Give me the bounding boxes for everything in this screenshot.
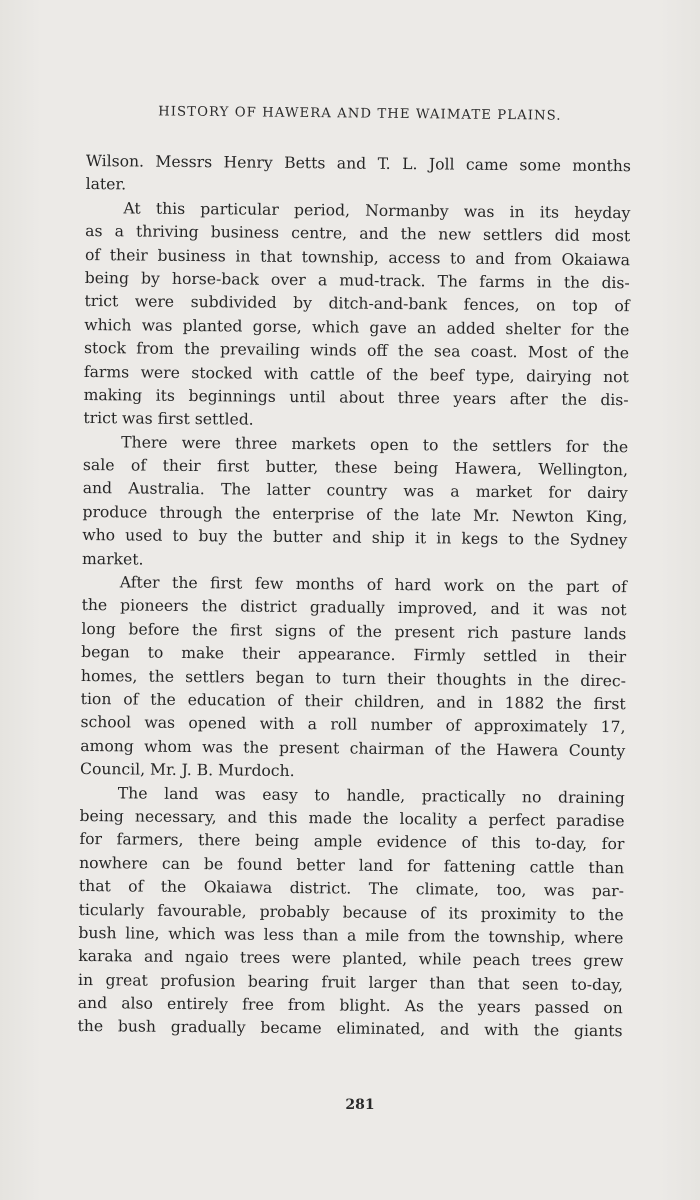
text-line: farms were stocked with cattle of the beef type, dairying not: [83, 362, 629, 386]
paragraph-5: [77, 782, 624, 1045]
text-line: the bush gradually became eliminated, and with the giants: [77, 1017, 623, 1041]
text-line: tion of the education of their children, and in 1882 the first: [80, 689, 626, 714]
text-line: the pioneers the district gradually improved, and it was not: [81, 596, 627, 620]
text-line: being by horse-back over a mud-track. The farms in the dis-: [84, 268, 630, 293]
text-line: being necessary, and this made the locality a perfect paradise: [79, 806, 625, 831]
paragraph-3: [82, 431, 628, 577]
text-line: later.: [85, 175, 127, 194]
body-text: [77, 150, 631, 1044]
paragraph-1: [86, 150, 631, 202]
text-line: market.: [81, 549, 144, 569]
text-line: homes, the settlers began to turn their thoughts in the direc-: [80, 666, 627, 690]
text-line: among whom was the present chairman of the Hawera County: [80, 736, 626, 760]
text-line: for farmers, there being ample evidence of this to-day, for: [79, 830, 625, 854]
text-line: After the first few months of hard work on the part of: [119, 573, 627, 597]
text-line: began to make their appearance. Firmly settled in their: [81, 643, 627, 667]
paragraph-2: [83, 197, 630, 436]
text-line: of their business in that township, access to and from Okaiawa: [84, 245, 631, 269]
text-line: stock from the prevailing winds off the sea coast. Most of the: [84, 339, 630, 363]
text-line: karaka and ngaio trees were planted, while peach trees grew: [78, 947, 624, 971]
text-line: in great profusion bearing fruit larger than that seen to-day,: [77, 970, 624, 994]
text-line: which was planted gorse, which gave an added shelter for the: [84, 315, 630, 339]
text-line: nowhere can be found better land for fattening cattle than: [79, 853, 625, 877]
text-line: making its beginnings until about three years after the dis-: [83, 385, 629, 410]
text-line: At this particular period, Normanby was in its heyday: [123, 199, 631, 223]
text-line: long before the first signs of the present rich pasture lands: [81, 619, 627, 644]
text-line: trict was first settled.: [83, 409, 254, 429]
text-line: Wilson. Messrs Henry Betts and T. L. Joll came some months: [85, 151, 631, 176]
text-line: and Australia. The latter country was a market for dairy: [82, 479, 628, 503]
text-line: sale of their first butter, these being Hawera, Wellington,: [82, 456, 629, 480]
text-line: and also entirely free from blight. As the years passed on: [77, 994, 623, 1018]
paragraph-4: [80, 571, 627, 787]
text-line: The land was easy to handle, practically no draining: [117, 783, 625, 807]
text-line: Council, Mr. J. B. Murdoch.: [79, 760, 295, 781]
text-line: that of the Okaiawa district. The climate, too, was par-: [78, 877, 624, 901]
text-line: ticularly favourable, probably because of its proximity to the: [78, 900, 624, 924]
text-line: There were three markets open to the settlers for the: [121, 433, 629, 456]
text-line: bush line, which was less than a mile from the township, where: [78, 923, 624, 948]
text-line: who used to buy the butter and ship it in kegs to the Sydney: [82, 526, 628, 550]
text-line: school was opened with a roll number of approximately 17,: [80, 713, 626, 737]
text-line: trict were subdivided by ditch-and-bank fences, on top of: [84, 292, 630, 316]
page-number: 281: [345, 1097, 375, 1113]
running-head: HISTORY OF HAWERA AND THE WAIMATE PLAINS.: [158, 104, 562, 124]
text-line: produce through the enterprise of the late Mr. Newton King,: [82, 502, 628, 527]
text-line: as a thriving business centre, and the new settlers did most: [85, 222, 631, 246]
